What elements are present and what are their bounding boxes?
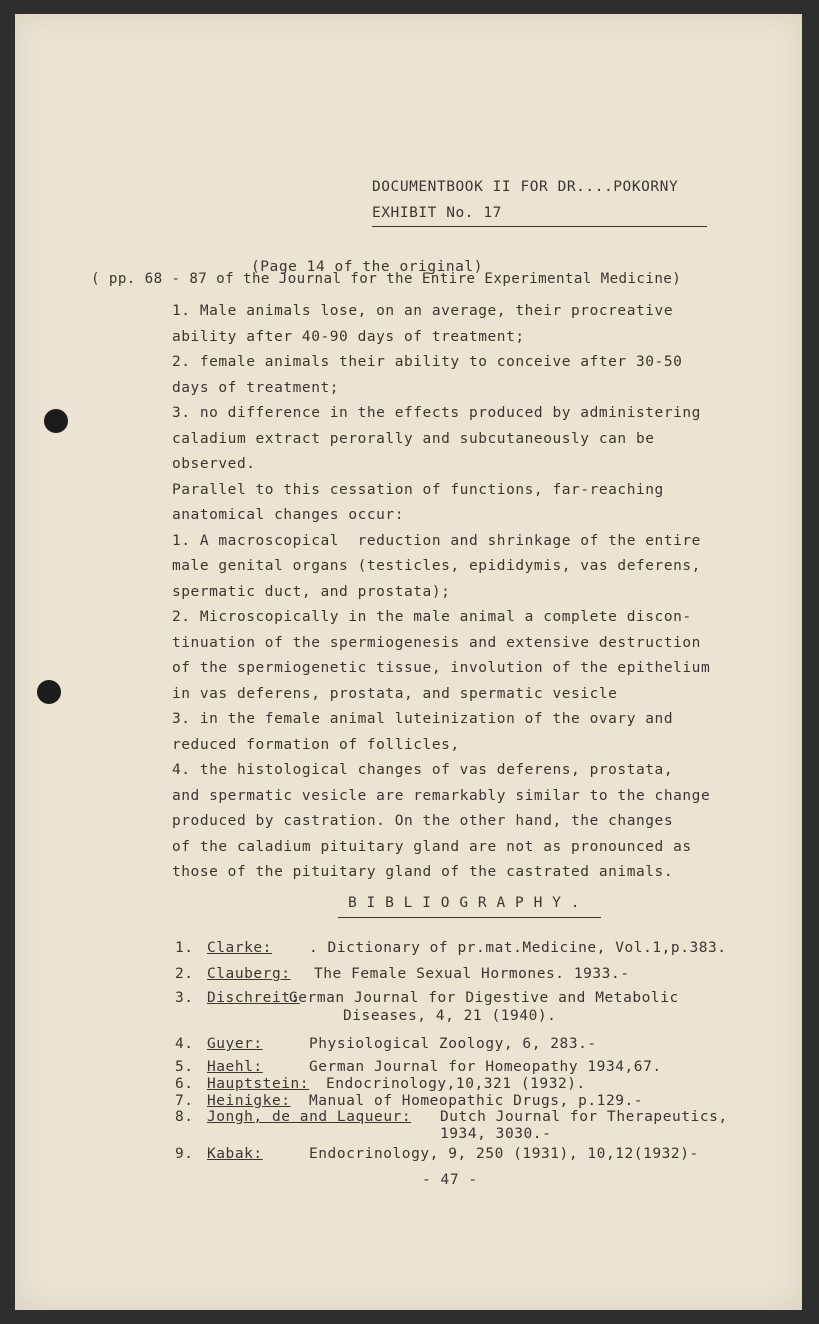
page-note: (Page 14 of the original): [251, 259, 483, 275]
body-line: produced by castration. On the other hand, the changes: [172, 813, 674, 829]
body-line: anatomical changes occur:: [172, 507, 404, 523]
bibliography-author: Hauptstein:: [207, 1076, 310, 1092]
bibliography-text: Dutch Journal for Therapeutics,: [440, 1109, 728, 1125]
body-line: 2. Microscopically in the male animal a complete discon-: [172, 609, 692, 625]
bibliography-author: Jongh, de and Laqueur:: [207, 1109, 412, 1125]
bibliography-author: Clauberg:: [207, 966, 291, 982]
bibliography-text: The Female Sexual Hormones. 1933.-: [314, 966, 630, 982]
bibliography-text: 1934, 3030.-: [440, 1126, 552, 1142]
body-line: those of the pituitary gland of the castrated animals.: [172, 864, 674, 880]
body-line: ability after 40-90 days of treatment;: [172, 328, 525, 345]
bibliography-number: 9.: [175, 1146, 194, 1162]
bibliography-number: 5.: [175, 1059, 194, 1075]
bibliography-text: Endocrinology, 9, 250 (1931), 10,12(1932)-: [309, 1146, 699, 1162]
bibliography-number: 6.: [175, 1076, 194, 1092]
bibliography-text: German Journal for Homeopathy 1934,67.: [309, 1059, 662, 1075]
body-line: 1. A macroscopical reduction and shrinkage of the entire: [172, 532, 701, 549]
bibliography-number: 4.: [175, 1036, 194, 1052]
bibliography-number: 2.: [175, 966, 194, 982]
bibliography-author: Clarke:: [207, 940, 272, 956]
page-number: - 47 -: [422, 1172, 478, 1188]
header-title: DOCUMENTBOOK II FOR DR....POKORNY: [372, 179, 679, 195]
body-line: in vas deferens, prostata, and spermatic vesicle: [172, 685, 618, 702]
bibliography-text: Physiological Zoology, 6, 283.-: [309, 1036, 597, 1052]
bibliography-author: Heinigke:: [207, 1093, 291, 1109]
body-line: observed.: [172, 456, 256, 472]
header-exhibit: EXHIBIT No. 17: [372, 205, 502, 221]
body-line: caladium extract perorally and subcutaneously can be: [172, 430, 655, 447]
bibliography-text: German Journal for Digestive and Metabolic: [289, 990, 679, 1006]
body-line: 3. no difference in the effects produced by administering: [172, 405, 701, 421]
body-line: spermatic duct, and prostata);: [172, 583, 451, 600]
source-note: ( pp. 68 - 87 of the Journal for the Entire Experimental Medicine): [91, 271, 682, 287]
body-line: days of treatment;: [172, 379, 340, 396]
document-page: [15, 14, 802, 1310]
body-line: tinuation of the spermiogenesis and extensive destruction: [172, 634, 701, 651]
body-line: Parallel to this cessation of functions, far-reaching: [172, 481, 664, 498]
bibliography-number: 7.: [175, 1093, 194, 1109]
body-line: of the caladium pituitary gland are not as pronounced as: [172, 838, 692, 855]
bibliography-text: Diseases, 4, 21 (1940).: [343, 1008, 557, 1024]
bibliography-number: 1.: [175, 940, 194, 956]
body-line: 4. the histological changes of vas deferens, prostata,: [172, 762, 674, 778]
body-line: and spermatic vesicle are remarkably similar to the change: [172, 787, 711, 804]
bibliography-text: Manual of Homeopathic Drugs, p.129.-: [309, 1093, 644, 1109]
bibliography-author: Haehl:: [207, 1059, 263, 1075]
body-line: 3. in the female animal luteinization of the ovary and: [172, 711, 674, 727]
punch-hole-bottom: [37, 680, 61, 704]
header-rule: [372, 226, 707, 227]
body-line: of the spermiogenetic tissue, involution of the epithelium: [172, 660, 711, 676]
body-line: male genital organs (testicles, epididymis, vas deferens,: [172, 558, 701, 574]
body-line: reduced formation of follicles,: [172, 736, 460, 753]
bibliography-heading: B I B L I O G R A P H Y .: [348, 895, 580, 911]
bibliography-author: Dischreit:: [207, 990, 300, 1006]
bibliography-number: 8.: [175, 1109, 194, 1125]
body-line: 2. female animals their ability to conceive after 30-50: [172, 354, 683, 370]
bibliography-text: . Dictionary of pr.mat.Medicine, Vol.1,p.383.: [309, 940, 727, 956]
bibliography-author: Guyer:: [207, 1036, 263, 1052]
body-line: 1. Male animals lose, on an average, their procreative: [172, 303, 674, 319]
bibliography-author: Kabak:: [207, 1146, 263, 1162]
bibliography-rule: [338, 917, 601, 918]
bibliography-number: 3.: [175, 990, 194, 1006]
punch-hole-top: [44, 409, 68, 433]
bibliography-text: Endocrinology,10,321 (1932).: [326, 1076, 586, 1092]
